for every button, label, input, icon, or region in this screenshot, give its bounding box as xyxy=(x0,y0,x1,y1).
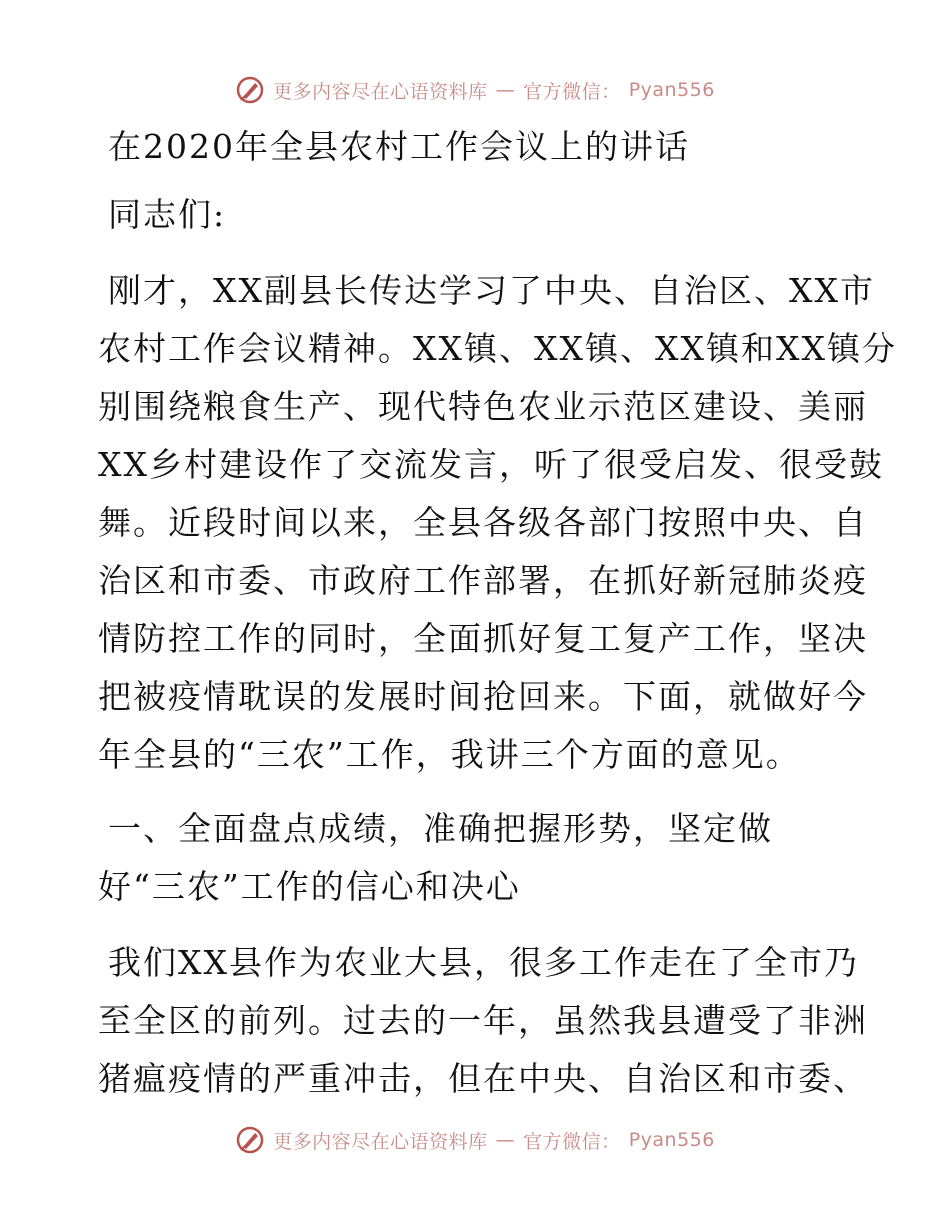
paragraph-2 xyxy=(98,934,868,1108)
paragraph-line: 舞。近段时间以来，全县各级各部门按照中央、自 xyxy=(98,503,868,542)
paragraph-line: 我们XX县作为农业大县，很多工作走在了全市乃 xyxy=(108,943,859,982)
paragraph-line: 治区和市委、市政府工作部署，在抓好新冠肺炎疫 xyxy=(98,561,868,600)
document-title: 在2020年全县农村工作会议上的讲话 xyxy=(108,127,690,166)
paragraph-line: 至全区的前列。过去的一年，虽然我县遭受了非洲 xyxy=(98,1001,868,1040)
paragraph-line: XX乡村建设作了交流发言，听了很受启发、很受鼓 xyxy=(98,445,884,484)
paragraph-line: 把被疫情耽误的发展时间抢回来。下面，就做好今 xyxy=(98,677,868,716)
paragraph-1 xyxy=(98,262,897,784)
footer-watermark xyxy=(0,1120,950,1160)
paragraph-line: 情防控工作的同时，全面抓好复工复产工作，坚决 xyxy=(98,619,868,658)
watermark-wechat-id: Pyan556 xyxy=(628,1129,715,1151)
paragraph-line: 农村工作会议精神。XX镇、XX镇、XX镇和XX镇分 xyxy=(98,329,897,368)
paragraph-line: 刚才，XX副县长传达学习了中央、自治区、XX市 xyxy=(108,271,875,310)
section-heading-1 xyxy=(98,800,860,916)
paragraph-line: 年全县的“三农”工作，我讲三个方面的意见。 xyxy=(98,735,801,774)
document-body xyxy=(98,118,897,1108)
heading-line: 一、全面盘点成绩，准确把握形势，坚定做 xyxy=(108,809,773,848)
quill-logo-icon xyxy=(235,1125,265,1155)
watermark-label: 官方微信： xyxy=(523,1130,621,1153)
heading-line: 好“三农”工作的信心和决心 xyxy=(98,867,521,906)
greeting: 同志们: xyxy=(108,195,227,234)
watermark-wechat-id: Pyan556 xyxy=(628,79,715,101)
watermark-separator: — xyxy=(495,79,516,101)
paragraph-line: 别围绕粮食生产、现代特色农业示范区建设、美丽 xyxy=(98,387,868,426)
watermark-separator: — xyxy=(495,1129,516,1151)
paragraph-line: 猪瘟疫情的严重冲击，但在中央、自治区和市委、 xyxy=(98,1059,868,1098)
quill-logo-icon xyxy=(235,75,265,105)
watermark-text: 更多内容尽在心语资料库 xyxy=(273,1130,488,1153)
watermark-text: 更多内容尽在心语资料库 xyxy=(273,80,488,103)
watermark-label: 官方微信： xyxy=(523,80,621,103)
header-watermark xyxy=(0,70,950,110)
